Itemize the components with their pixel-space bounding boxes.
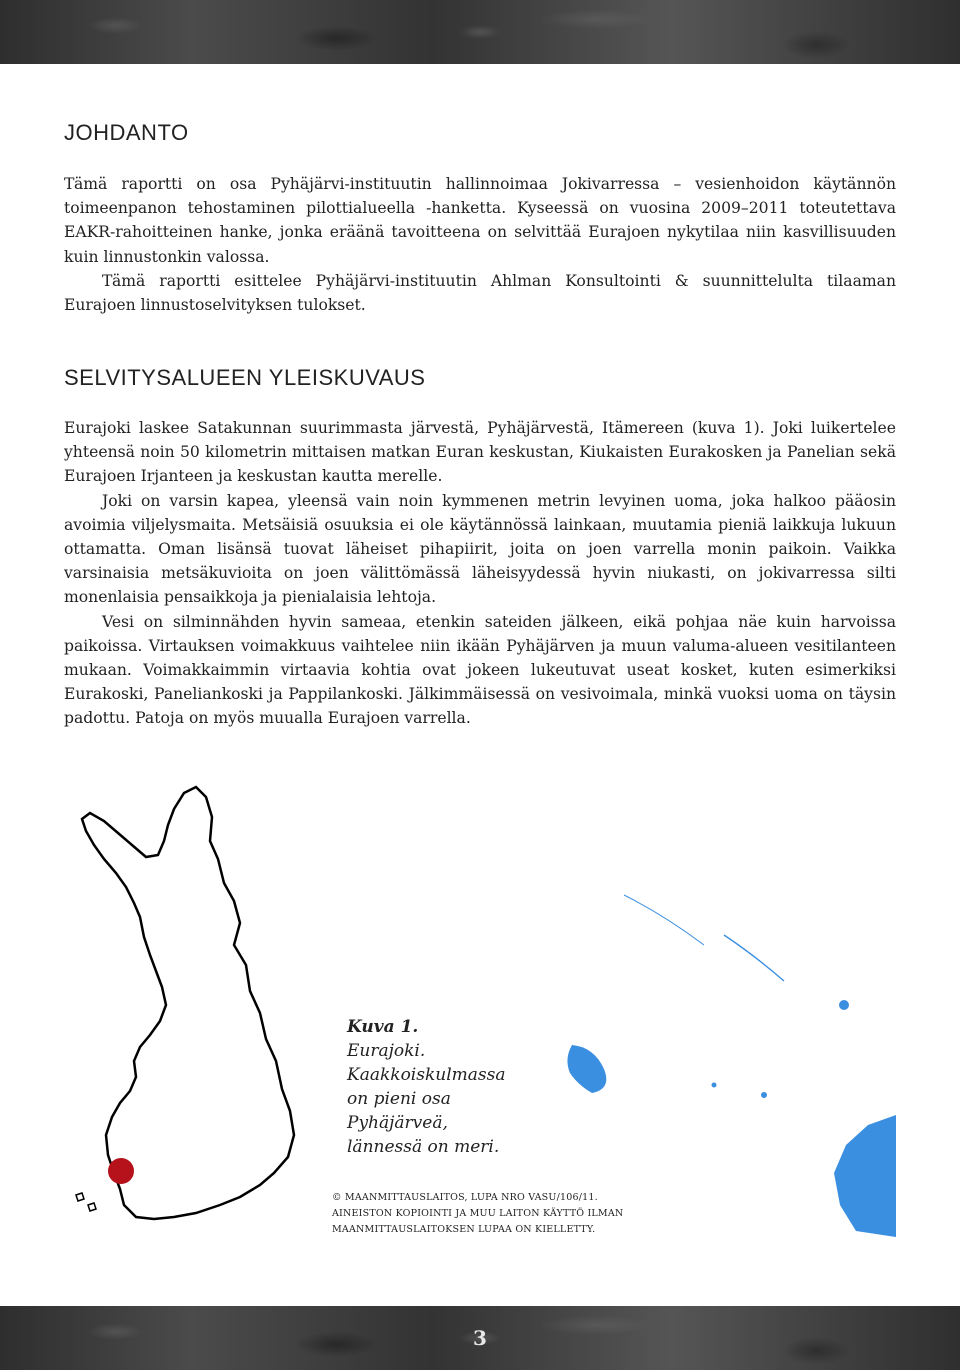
pond — [712, 1083, 717, 1088]
copyright-line: AINEISTON KOPIOINTI JA MUU LAITON KÄYTTÖ ILMAN MAANMITTAUSLAITOKSEN LUPAA ON KIELLETTY. — [332, 1208, 624, 1235]
top-texture-band — [0, 0, 960, 64]
figure-caption — [347, 1015, 517, 1159]
paragraph: Tämä raportti on osa Pyhäjärvi-instituutin hallinnoimaa Jokivarressa – vesienhoidon käytännön toimeenpanon tehostaminen pilottialueella -hanketta. Kyseessä on vuosina 2009–2011 toteutettava EAKR-rahoitteinen hanke, jonka eräänä tavoitteena on selvittää Eurajoen nykytilaa niin kasvillisuuden kuin linnustonkin valossa. — [64, 175, 896, 266]
finland-outline — [82, 787, 294, 1219]
paragraph: Vesi on silminnähden hyvin sameaa, etenkin sateiden jälkeen, eikä pohjaa näe kuin harvoissa paikoissa. Virtauksen voimakkuus vaihtelee niin ikään Pyhäjärven ja muun valuma-alueen vesitilanteen mukaan. Voimakkaimmin virtaavia kohtia ovat jokeen lukeutuvat useat kosket, kuten esimerkiksi Eurakoski, Paneliankoski ja Pappilankoski. Jälkimmäisessä on vesivoimala, minkä vuoksi uoma on täysin padottu. Patoja on myös muualla Eurajoen varrella. — [64, 612, 896, 728]
paragraph: Tämä raportti esittelee Pyhäjärvi-instituutin Ahlman Konsultointi & suunnittelulta tilaaman Eurajoen linnustoselvityksen tulokset. — [64, 271, 896, 315]
heading-selvitysalue: SELVITYSALUEEN YLEISKUVAUS — [64, 365, 426, 390]
caption-text: Eurajoki. Kaakkoiskulmassa on pieni osa Pyhäjärveä, lännessä on meri. — [347, 1041, 506, 1157]
copyright-line: © MAANMITTAUSLAITOS, LUPA NRO VASU/106/11. — [332, 1192, 598, 1203]
pond — [839, 1000, 849, 1010]
pond — [761, 1092, 767, 1098]
heading-johdanto: JOHDANTO — [64, 120, 189, 145]
caption-title: Kuva 1. — [347, 1017, 419, 1037]
paragraph: Joki on varsin kapea, yleensä vain noin kymmenen metrin levyinen uoma, joka halkoo pääosin avoimia viljelysmaita. Metsäisiä osuuksia ei ole käytännössä lainkaan, muutamia pieniä laikkuja lukuun ottamatta. Oman lisänsä tuovat läheiset pihapiirit, joita on joen varrella monin paikoin. Vaikka varsinaisia metsäkuvioita on joen välittömässä läheisyydessä hyvin niukasti, on jokivarressa silti monenlaisia pensaikkoja ja pienialaisia lehtoja. — [64, 491, 896, 607]
island — [88, 1203, 96, 1211]
page-number: 3 — [473, 1326, 487, 1350]
copyright-notice — [332, 1190, 642, 1238]
island — [76, 1193, 84, 1201]
section-johdanto — [64, 172, 896, 317]
paragraph: Eurajoki laskee Satakunnan suurimmasta järvestä, Pyhäjärvestä, Itämereen (kuva 1). Joki luikertelee yhteensä noin 50 kilometrin mittaisen matkan Euran keskustan, Kiukaisten Eurakosken ja Panelian sekä Eurajoen Irjanteen ja keskustan kautta merelle. — [64, 419, 896, 486]
section-selvitysalue — [64, 416, 896, 731]
location-marker — [108, 1158, 134, 1184]
